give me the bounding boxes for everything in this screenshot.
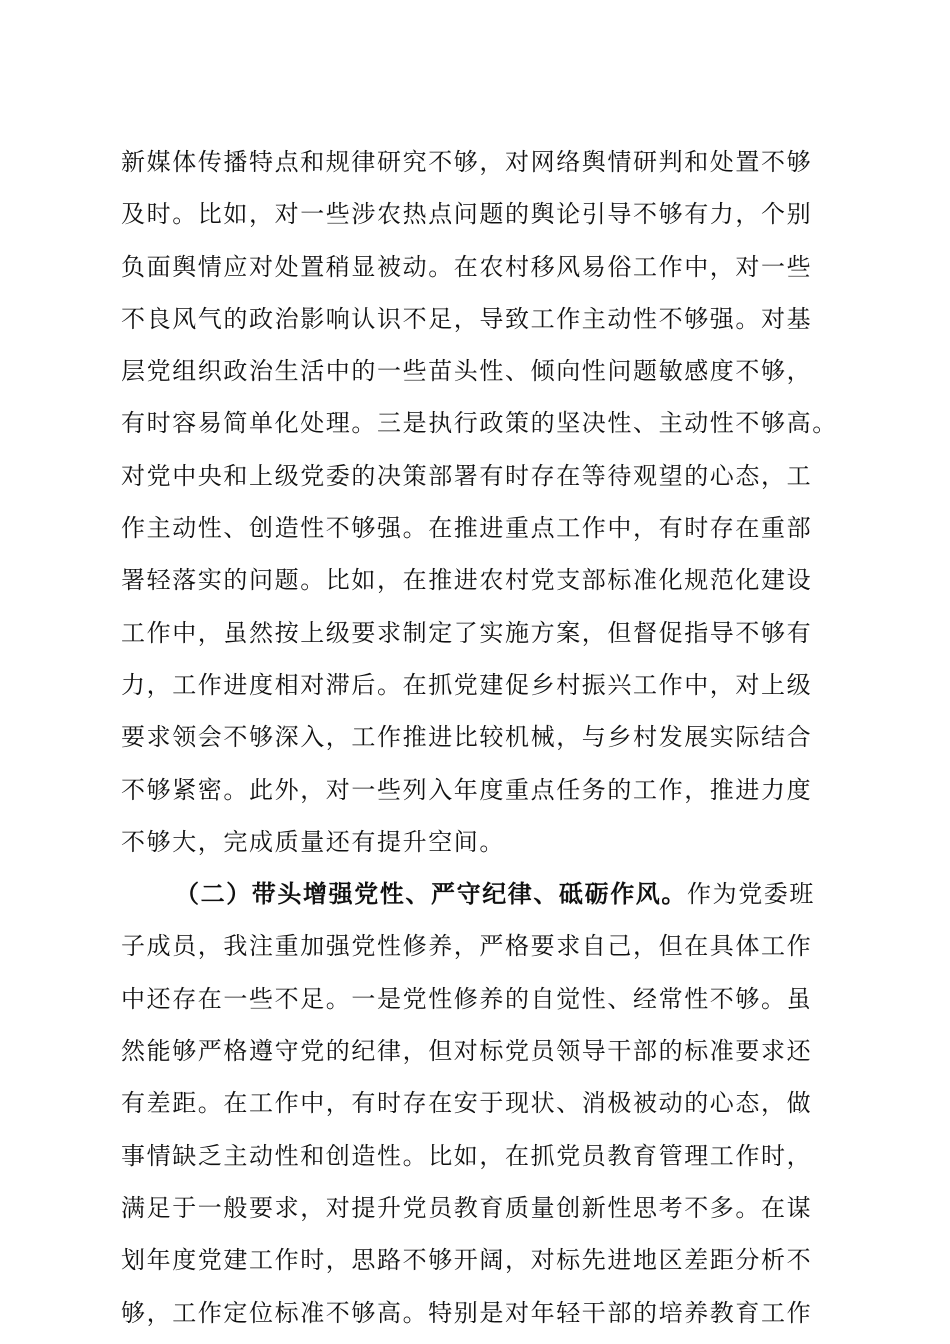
text-line: 有差距。在工作中，有时存在安于现状、消极被动的心态，做 [121,1089,813,1118]
text-line: 子成员，我注重加强党性修养，严格要求自己，但在具体工作 [121,932,813,961]
text-line: 要求领会不够深入，工作推进比较机械，与乡村发展实际结合 [121,723,813,752]
section-heading: （二）带头增强党性、严守纪律、砥砺作风。 [175,879,687,909]
text-line: 对党中央和上级党委的决策部署有时存在等待观望的心态，工 [121,461,813,490]
text-line: 不够大，完成质量还有提升空间。 [121,827,505,856]
section-first-line [121,868,841,920]
text-line: 事情缺乏主动性和创造性。比如，在抓党员教育管理工作时， [121,1141,813,1170]
text-line: 中还存在一些不足。一是党性修养的自觉性、经常性不够。虽 [121,984,813,1013]
text-line: 然能够严格遵守党的纪律，但对标党员领导干部的标准要求还 [121,1037,813,1066]
text-line: 署轻落实的问题。比如，在推进农村党支部标准化规范化建设 [121,566,813,595]
text-line: 不够紧密。此外，对一些列入年度重点任务的工作，推进力度 [121,775,813,804]
section-first-line-text: 作为党委班 [687,880,815,909]
text-line: 力，工作进度相对滞后。在抓党建促乡村振兴工作中，对上级 [121,670,813,699]
text-line: 作主动性、创造性不够强。在推进重点工作中，有时存在重部 [121,514,813,543]
text-line: 层党组织政治生活中的一些苗头性、倾向性问题敏感度不够， [121,357,813,386]
text-line: 工作中，虽然按上级要求制定了实施方案，但督促指导不够有 [121,618,813,647]
body-text [121,136,841,1339]
text-line: 满足于一般要求，对提升党员教育质量创新性思考不多。在谋 [121,1193,813,1222]
text-line: 有时容易简单化处理。三是执行政策的坚决性、主动性不够高。 [121,409,838,438]
text-line: 不良风气的政治影响认识不足，导致工作主动性不够强。对基 [121,304,813,333]
text-line: 负面舆情应对处置稍显被动。在农村移风易俗工作中，对一些 [121,252,813,281]
text-line: 够，工作定位标准不够高。特别是对年轻干部的培养教育工作 [121,1298,813,1327]
text-line: 新媒体传播特点和规律研究不够，对网络舆情研判和处置不够 [121,148,813,176]
text-line: 划年度党建工作时，思路不够开阔，对标先进地区差距分析不 [121,1246,813,1275]
text-line: 及时。比如，对一些涉农热点问题的舆论引导不够有力，个别 [121,200,813,229]
